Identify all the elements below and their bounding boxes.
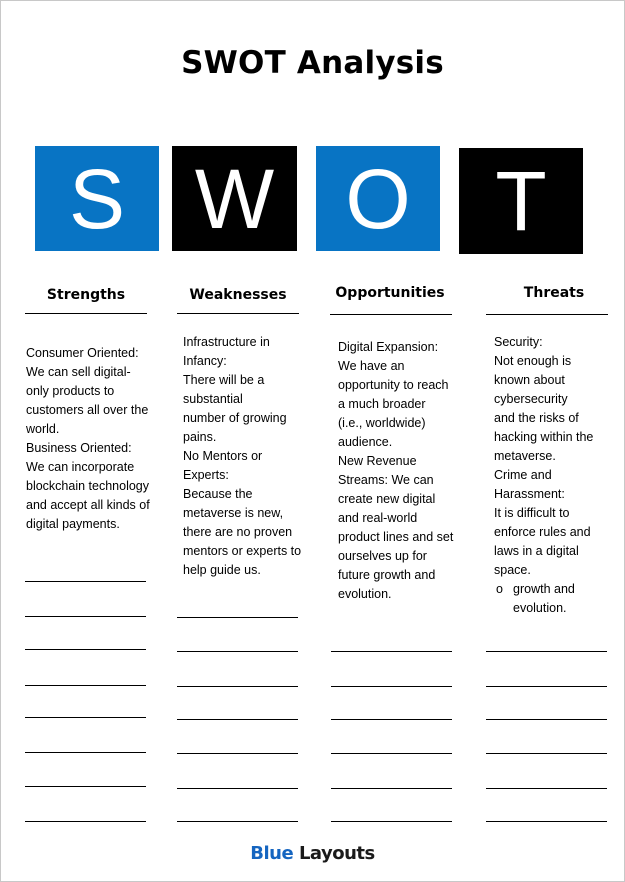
- text-line: Infrastructure in: [183, 335, 270, 349]
- blank-line: [177, 686, 298, 687]
- text-line: growth and: [513, 582, 575, 596]
- heading-rule: [25, 313, 147, 314]
- bullet-item: [494, 599, 619, 618]
- text-line: only products to: [26, 384, 115, 398]
- text-line: and real-world: [338, 511, 418, 525]
- text-line: mentors or experts to: [183, 544, 302, 558]
- text-line: enforce rules and: [494, 525, 591, 539]
- blank-line: [486, 651, 607, 652]
- strengths-text: [26, 344, 156, 534]
- text-line: (i.e., worldwide): [338, 416, 426, 430]
- tile-t-letter: T: [495, 154, 547, 248]
- text-line: and the risks of: [494, 411, 579, 425]
- text-line: Business Oriented:: [26, 441, 132, 455]
- blank-line: [486, 719, 607, 720]
- heading-threats: Threats: [523, 285, 585, 301]
- brand-logo: [1, 843, 624, 864]
- text-line: There will be a: [183, 373, 265, 387]
- text-line: opportunity to reach: [338, 378, 449, 392]
- text-line: Because the: [183, 487, 253, 501]
- blank-line: [25, 821, 146, 822]
- text-line: product lines and set: [338, 530, 454, 544]
- blank-line: [486, 821, 607, 822]
- text-line: evolution.: [513, 601, 567, 615]
- heading-opportunities: Opportunities: [335, 285, 445, 301]
- blank-line: [331, 686, 452, 687]
- text-line: future growth and: [338, 568, 436, 582]
- bullet-item: [494, 580, 619, 599]
- logo-word-layouts: Layouts: [298, 843, 375, 864]
- threats-text: [494, 333, 619, 618]
- text-line: Crime and: [494, 468, 552, 482]
- logo-word-blue: Blue: [250, 843, 294, 864]
- tile-s-letter: S: [68, 151, 126, 246]
- blank-line: [25, 616, 146, 617]
- blank-line: [25, 649, 146, 650]
- text-line: Consumer Oriented:: [26, 346, 139, 360]
- text-line: Experts:: [183, 468, 229, 482]
- text-line: pains.: [183, 430, 217, 444]
- blank-line: [486, 686, 607, 687]
- text-line: ourselves up for: [338, 549, 427, 563]
- text-line: It is difficult to: [494, 506, 570, 520]
- text-line: help guide us.: [183, 563, 261, 577]
- blank-line: [177, 821, 298, 822]
- blank-line: [25, 685, 146, 686]
- page-title: SWOT Analysis: [181, 45, 444, 81]
- text-line: known about: [494, 373, 565, 387]
- blank-line: [331, 719, 452, 720]
- blank-line: [177, 617, 298, 618]
- text-line: metaverse.: [494, 449, 556, 463]
- text-line: customers all over the: [26, 403, 149, 417]
- text-line: audience.: [338, 435, 393, 449]
- blank-line: [331, 821, 452, 822]
- blank-line: [177, 719, 298, 720]
- tile-o-letter: O: [345, 151, 411, 246]
- heading-rule: [486, 314, 608, 315]
- text-line: space.: [494, 563, 531, 577]
- text-line: Infancy:: [183, 354, 227, 368]
- text-line: world.: [26, 422, 60, 436]
- text-line: Streams: We can: [338, 473, 434, 487]
- blank-line: [486, 788, 607, 789]
- blank-line: [25, 581, 146, 582]
- blank-line: [177, 753, 298, 754]
- text-line: We have an: [338, 359, 405, 373]
- blank-line: [331, 753, 452, 754]
- text-line: blockchain technology: [26, 479, 149, 493]
- heading-strengths: Strengths: [46, 287, 126, 303]
- text-line: Harassment:: [494, 487, 565, 501]
- heading-weaknesses: Weaknesses: [189, 287, 287, 303]
- text-line: hacking within the: [494, 430, 594, 444]
- blank-line: [486, 753, 607, 754]
- tile-w-letter: W: [194, 151, 275, 246]
- tile-o: [316, 146, 440, 251]
- text-line: and accept all kinds of: [26, 498, 150, 512]
- text-line: number of growing: [183, 411, 287, 425]
- bullet-circle-icon: o: [496, 582, 503, 596]
- blank-line: [331, 651, 452, 652]
- text-line: there are no proven: [183, 525, 293, 539]
- blank-line: [331, 788, 452, 789]
- blank-line: [25, 717, 146, 718]
- text-line: create new digital: [338, 492, 436, 506]
- tile-s: [35, 146, 159, 251]
- text-line: evolution.: [338, 587, 392, 601]
- heading-rule: [330, 314, 452, 315]
- tile-w: [172, 146, 297, 251]
- heading-rule: [177, 313, 299, 314]
- text-line: metaverse is new,: [183, 506, 284, 520]
- text-line: a much broader: [338, 397, 426, 411]
- text-line: digital payments.: [26, 517, 120, 531]
- blank-line: [177, 788, 298, 789]
- weaknesses-text: [183, 333, 313, 580]
- text-line: We can sell digital-: [26, 365, 131, 379]
- blank-line: [25, 786, 146, 787]
- text-line: laws in a digital: [494, 544, 579, 558]
- text-line: Digital Expansion:: [338, 340, 439, 354]
- blank-line: [25, 752, 146, 753]
- text-line: Security:: [494, 335, 543, 349]
- opportunities-text: [338, 338, 468, 604]
- text-line: No Mentors or: [183, 449, 263, 463]
- text-line: New Revenue: [338, 454, 417, 468]
- text-line: We can incorporate: [26, 460, 135, 474]
- tile-t: [459, 148, 583, 254]
- text-line: cybersecurity: [494, 392, 568, 406]
- text-line: substantial: [183, 392, 243, 406]
- blank-line: [177, 651, 298, 652]
- text-line: Not enough is: [494, 354, 572, 368]
